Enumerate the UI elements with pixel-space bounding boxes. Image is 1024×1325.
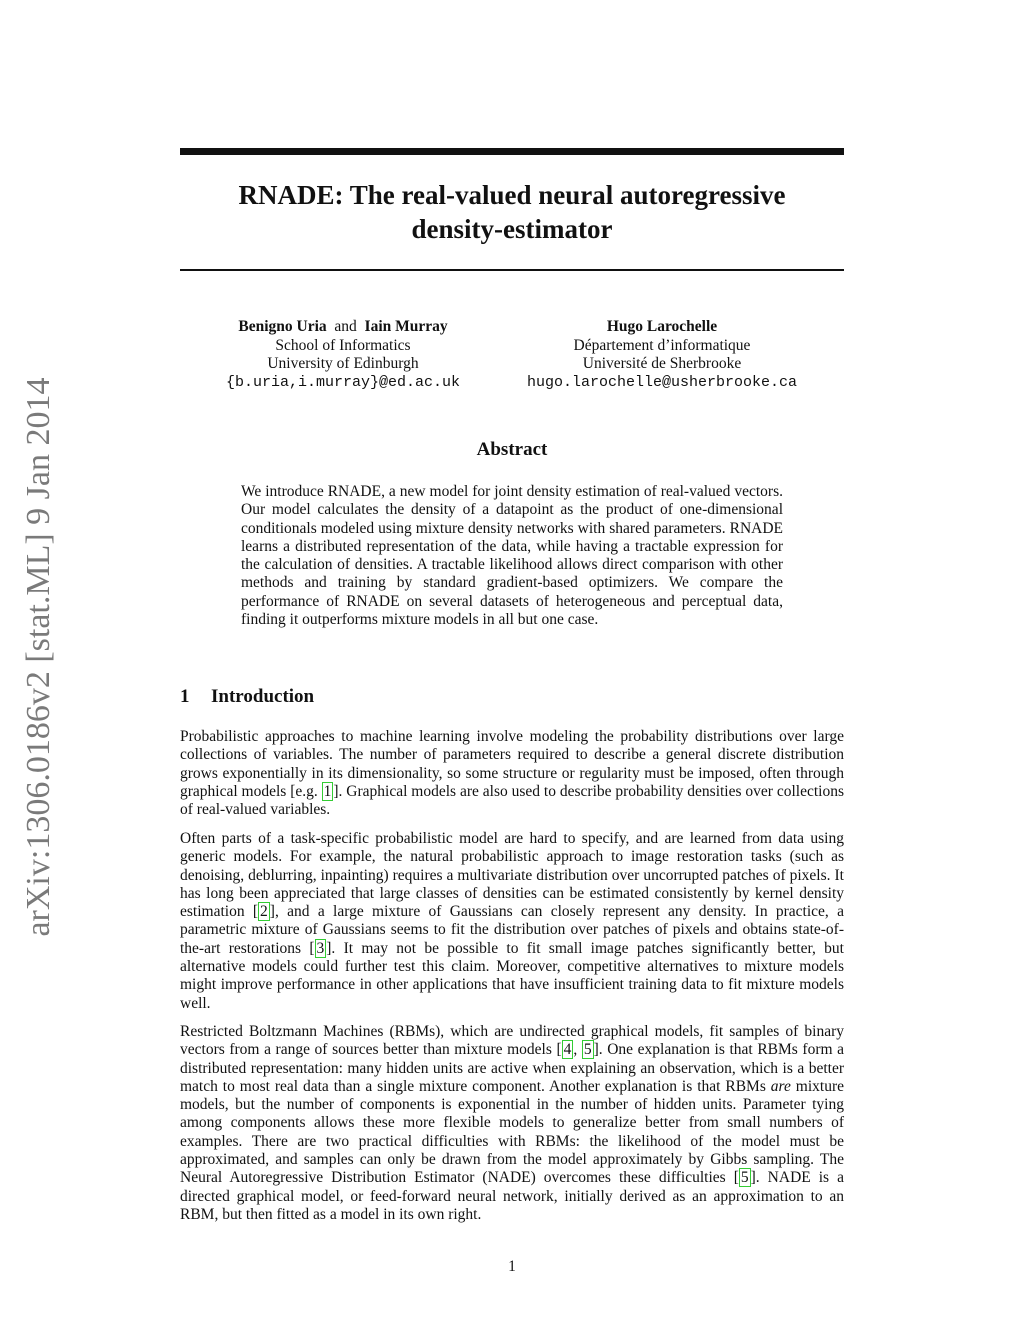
paper-title — [180, 178, 844, 246]
abstract-text: We introduce RNADE, a new model for joint density estimation of real-valued vectors. Our model calculates the density of a datapoint as the product of one-dimensional conditionals modeled using mixture density networks with shared parameters. RNADE learns a distributed representation of the data, while having a tractable expression for the calculation of densities. A tractable likelihood allows direct comparison with other methods and training by standard gradient-based optimizers. We compare the performance of RNADE on several datasets of heterogeneous and perceptual data, finding it outperforms mixture models in all but one case. — [241, 483, 783, 629]
author-department: Département d’informatique — [573, 336, 751, 354]
author-conjunction: and — [334, 318, 357, 335]
citation-link[interactable]: 5 — [583, 1041, 592, 1059]
paragraph-text: ]. It may not be possible to fit small image patches significantly better, but alternative models could further test this claim. Moreover, competitive alternatives to mixture models might improve performance in other applications that have insufficient training data to fit mixture models well. — [180, 939, 844, 1012]
paragraph-text: ]. NADE is a directed graphical model, or feed-forward neural network, initially derived as an approximation to an RBM, but then fitted as a model in its own right. — [180, 1169, 844, 1223]
citation-link[interactable]: 1 — [323, 782, 332, 800]
paragraph-text: mixture models, but the number of components is exponential in the number of hidden units. Parameter tying among components allows these more flexible models to generalize better from small numbers of examples. There are two practical difficulties with RBMs: the likelihood of the model must be approximated, and samples can only be drawn from the model approximately by Gibbs sampling. The Neural Autoregressive Distribution Estimator (NADE) overcomes these difficulties [ — [180, 1077, 844, 1187]
paragraph-text: ]. Graphical models are also used to describe probability densities over collections of real-valued variables. — [180, 782, 844, 819]
paragraph-text: Restricted Boltzmann Machines (RBMs), which are undirected graphical models, fit samples of binary vectors from a range of sources better than mixture models [ — [180, 1023, 844, 1059]
paragraph-text: Often parts of a task-specific probabilistic model are hard to specify, and are learned from data using generic models. For example, the natural probabilistic approach to image restoration tasks (such as denoising, deblurring, inpainting) requires a multivariate distribution over uncorrupted patches of pixels. It has long been appreciated that large classes of densities can be estimated consistently by kernel density estimation [ — [180, 830, 844, 921]
author-name-uria: Benigno Uria — [238, 318, 327, 335]
author-names-line — [196, 318, 490, 337]
section-title: Introduction — [211, 686, 315, 707]
author-email: {b.uria,i.murray}@ed.ac.uk — [225, 373, 461, 391]
author-name-larochelle: Hugo Larochelle — [606, 318, 718, 335]
paragraph-text: Probabilistic approaches to machine learning involve modeling the probability distributions over large collections of variables. The number of parameters required to describe a general discrete distribution grows exponentially in its dimensionality, so some structure or regularity must be imposed, often through graphical models [e.g. — [180, 728, 844, 800]
citation-link[interactable]: 5 — [740, 1169, 749, 1187]
author-department: School of Informatics — [275, 336, 411, 354]
arxiv-identifier: arXiv:1306.0186v2 [stat.ML] 9 Jan 2014 — [20, 377, 57, 937]
abstract-heading: Abstract — [476, 439, 548, 460]
title-top-rule — [180, 148, 844, 155]
intro-paragraph-2 — [180, 830, 844, 1013]
paragraph-text: ]. One explanation is that RBMs form a distributed representation: many hidden units are active when explaining an observation, which is a better match to most real data than a single mixture component. Another explanation is that RBMs — [180, 1041, 845, 1095]
author-email: hugo.larochelle@usherbrooke.ca — [526, 373, 798, 391]
citation-link[interactable]: 3 — [316, 939, 325, 957]
title-line-1: RNADE: The real-valued neural autoregressive — [238, 180, 786, 210]
intro-paragraph-3 — [180, 1023, 844, 1224]
intro-paragraph-1 — [180, 728, 844, 819]
paragraph-text: ], and a large mixture of Gaussians can closely represent any density. In practice, a parametric mixture of Gaussians seems to fit the distribution over patches of pixels and obtains state-of-the-art restorations [ — [180, 903, 844, 957]
section-number: 1 — [180, 686, 190, 707]
title-bottom-rule — [180, 269, 844, 271]
author-block-edinburgh — [196, 318, 490, 392]
citation-link[interactable]: 2 — [260, 903, 268, 921]
author-university: Université de Sherbrooke — [582, 355, 742, 372]
arxiv-side-stamp-container — [14, 370, 64, 945]
citation-separator: , — [573, 1041, 582, 1059]
author-university: University of Edinburgh — [267, 355, 419, 372]
citation-link[interactable]: 4 — [563, 1041, 572, 1059]
page-number: 1 — [508, 1258, 516, 1275]
title-line-2: density-estimator — [411, 214, 613, 244]
author-block-sherbrooke — [500, 318, 824, 392]
section-heading-introduction — [180, 686, 314, 708]
author-name-murray: Iain Murray — [364, 318, 448, 335]
emphasis-text: are — [770, 1077, 791, 1095]
